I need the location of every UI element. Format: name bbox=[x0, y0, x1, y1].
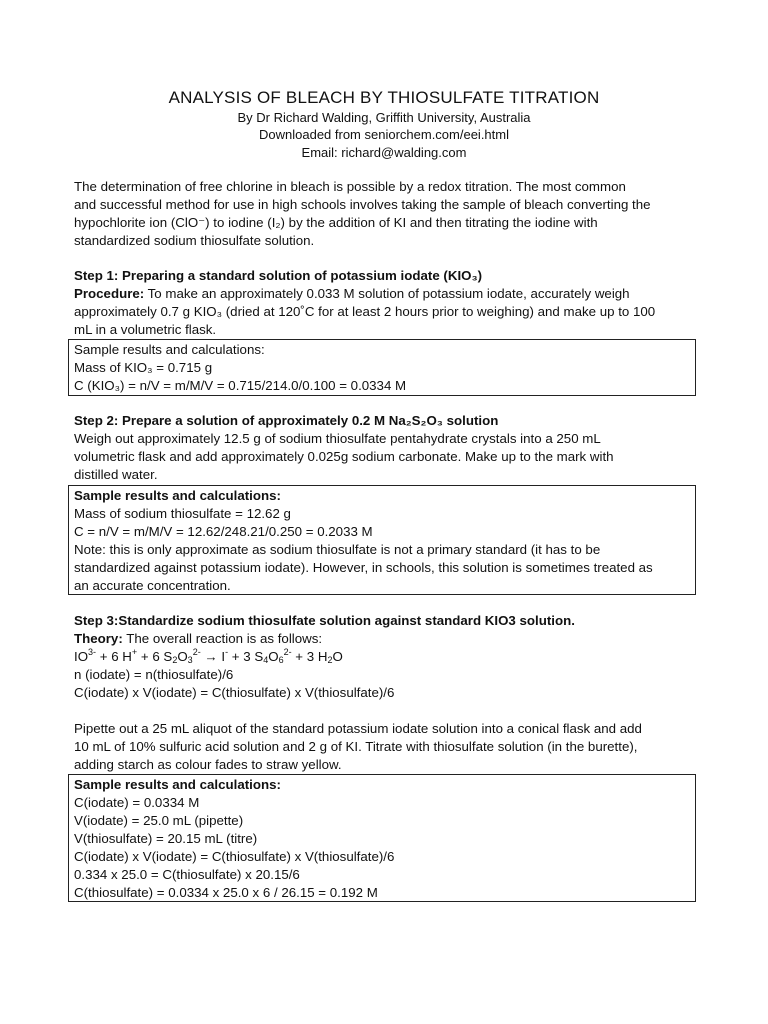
box-line: V(thiosulfate) = 20.15 mL (titre) bbox=[74, 831, 258, 846]
intro-line: The determination of free chlorine in bleach is possible by a redox titration. The most common bbox=[74, 179, 626, 194]
step1-section bbox=[74, 267, 696, 339]
equation-line: n (iodate) = n(thiosulfate)/6 bbox=[74, 667, 234, 682]
paragraph-line: Pipette out a 25 mL aliquot of the standard potassium iodate solution into a conical flask and add bbox=[74, 721, 642, 736]
email-line: Email: richard@walding.com bbox=[301, 145, 467, 160]
procedure-label: Procedure: bbox=[74, 286, 145, 301]
paragraph-line: 10 mL of 10% sulfuric acid solution and 2 g of KI. Titrate with thiosulfate solution (in the burette), bbox=[74, 739, 638, 754]
reaction-equation: $IO^{3-} + 6$ H+ + 6 $S_2O_3^{2-} \to I^- + 3$ $S_4O_6^{2-} + 3$ $H_2O$ bbox=[74, 647, 343, 665]
box-line: Sample results and calculations: bbox=[74, 342, 265, 357]
box-line: C(iodate) x V(iodate) = C(thiosulfate) x V(thiosulfate)/6 bbox=[74, 849, 395, 864]
intro-line: hypochlorite ion (ClO⁻) to iodine (I₂) by the addition of KI and then titrating the iodine with bbox=[74, 215, 598, 230]
box-line: Note: this is only approximate as sodium thiosulfate is not a primary standard (it has to be bbox=[74, 542, 601, 557]
step2-line: Weigh out approximately 12.5 g of sodium thiosulfate pentahydrate crystals into a 250 mL bbox=[74, 431, 601, 446]
step2-line: volumetric flask and add approximately 0.025g sodium carbonate. Make up to the mark with bbox=[74, 449, 614, 464]
theory-label: Theory: bbox=[74, 631, 123, 646]
box-line: V(iodate) = 25.0 mL (pipette) bbox=[74, 813, 244, 828]
step1-procedure-line: approximately 0.7 g KIO₃ (dried at 120˚C for at least 2 hours prior to weighing) and make up to 100 bbox=[74, 304, 656, 319]
step2-heading: Step 2: Prepare a solution of approximately 0.2 M Na₂S₂O₃ solution bbox=[74, 413, 499, 428]
box-line: 0.334 x 25.0 = C(thiosulfate) x 20.15/6 bbox=[74, 867, 300, 882]
step3-heading: Step 3:Standardize sodium thiosulfate solution against standard KIO3 solution. bbox=[74, 613, 575, 628]
box-line: C(iodate) = 0.0334 M bbox=[74, 795, 200, 810]
box-line: an accurate concentration. bbox=[74, 578, 231, 593]
box-line: C(thiosulfate) = 0.0334 x 25.0 x 6 / 26.15 = 0.192 M bbox=[74, 885, 378, 900]
box-line: standardized against potassium iodate). However, in schools, this solution is sometimes treated as bbox=[74, 560, 653, 575]
box-line: Mass of KIO₃ = 0.715 g bbox=[74, 360, 213, 375]
step1-heading: Step 1: Preparing a standard solution of potassium iodate (KIO₃) bbox=[74, 268, 483, 283]
step2-results-box bbox=[68, 485, 696, 595]
box-line: C = n/V = m/M/V = 12.62/248.21/0.250 = 0.2033 M bbox=[74, 524, 373, 539]
intro-line: standardized sodium thiosulfate solution. bbox=[74, 233, 315, 248]
step3-section bbox=[74, 612, 696, 702]
step1-results-box bbox=[68, 339, 696, 396]
step3-paragraph bbox=[74, 720, 696, 774]
paragraph-line: adding starch as colour fades to straw yellow. bbox=[74, 757, 342, 772]
download-line: Downloaded from seniorchem.com/eei.html bbox=[259, 127, 509, 142]
box-heading: Sample results and calculations: bbox=[74, 488, 281, 503]
author-line: By Dr Richard Walding, Griffith University, Australia bbox=[237, 110, 531, 125]
intro-paragraph bbox=[74, 178, 696, 250]
box-heading: Sample results and calculations: bbox=[74, 777, 281, 792]
step2-section bbox=[74, 412, 696, 484]
document-title: ANALYSIS OF BLEACH BY THIOSULFATE TITRATION bbox=[168, 88, 600, 107]
intro-line: and successful method for use in high schools involves taking the sample of bleach converting the bbox=[74, 197, 651, 212]
equation-line: C(iodate) x V(iodate) = C(thiosulfate) x V(thiosulfate)/6 bbox=[74, 685, 395, 700]
theory-line: Theory: The overall reaction is as follows: bbox=[74, 631, 323, 646]
step3-results-box bbox=[68, 774, 696, 902]
box-line: C (KIO₃) = n/V = m/M/V = 0.715/214.0/0.100 = 0.0334 M bbox=[74, 378, 407, 393]
step1-procedure-line: Procedure: To make an approximately 0.033 M solution of potassium iodate, accurately weigh bbox=[74, 286, 630, 301]
step1-procedure-line: mL in a volumetric flask. bbox=[74, 322, 217, 337]
step2-line: distilled water. bbox=[74, 467, 158, 482]
box-line: Mass of sodium thiosulfate = 12.62 g bbox=[74, 506, 291, 521]
